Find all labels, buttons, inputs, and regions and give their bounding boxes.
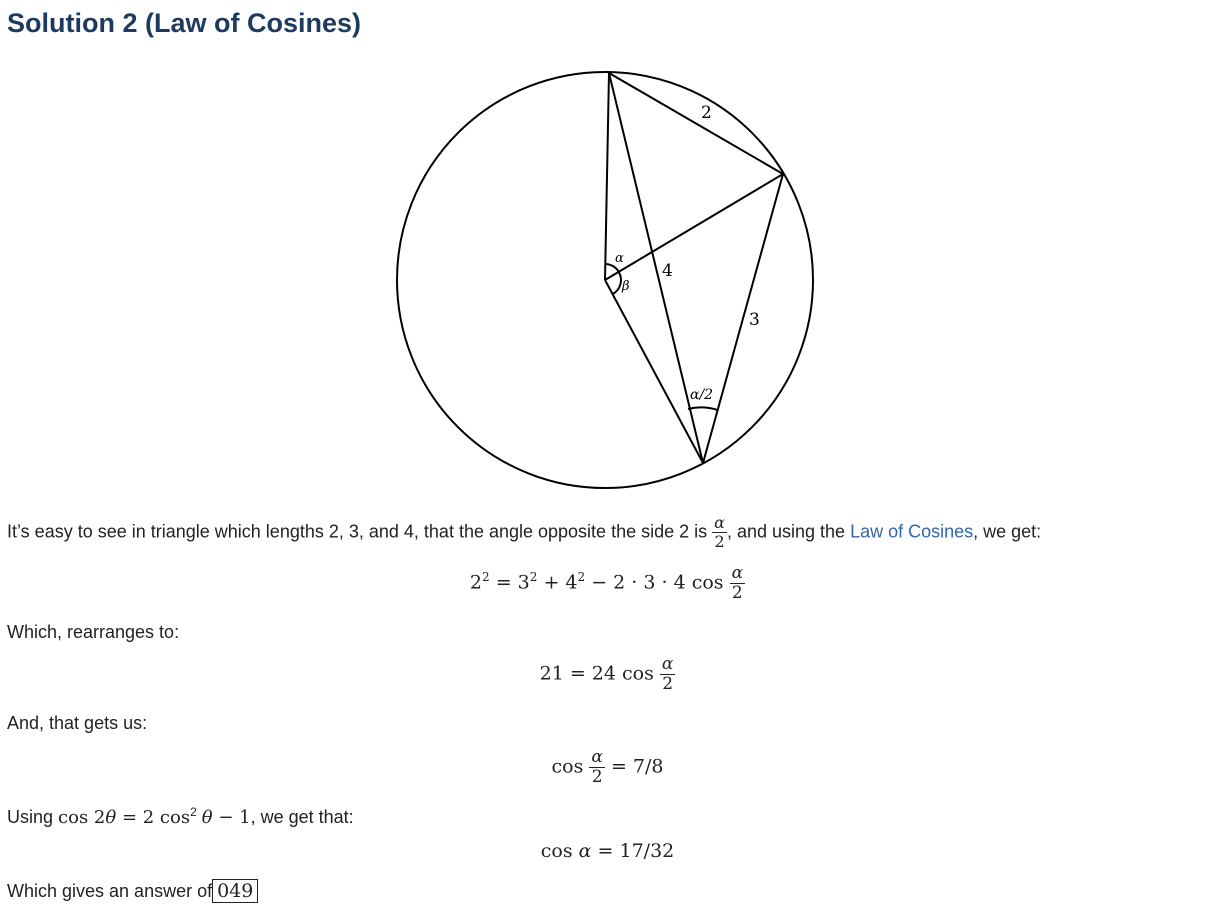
intro-text-before: It’s easy to see in triangle which lengths 2, 3, and 4, that the angle opposite the side 2 is bbox=[7, 521, 708, 542]
eq1-term2-exp: 2 bbox=[577, 570, 586, 585]
double-angle-theta-2: θ bbox=[201, 807, 213, 828]
double-angle-formula-a: cos 2 bbox=[58, 807, 106, 828]
eq1-plus: + bbox=[543, 571, 560, 594]
paragraph-intro bbox=[7, 515, 1041, 550]
fraction-numerator: α bbox=[714, 513, 725, 532]
eq1-product: 2 · 3 · 4 cos bbox=[613, 571, 724, 594]
eq2-frac-num: α bbox=[661, 654, 674, 674]
paragraph-double-angle bbox=[7, 805, 354, 828]
eq2-lhs: 21 = 24 cos bbox=[539, 662, 654, 685]
label-side-2: 2 bbox=[701, 103, 712, 123]
intro-text-mid: , and using the bbox=[726, 521, 846, 542]
intro-text-after: , we get: bbox=[973, 521, 1042, 542]
eq2-frac-den: 2 bbox=[662, 674, 674, 694]
double-angle-formula-b: = 2 cos bbox=[116, 807, 191, 828]
double-angle-exp: 2 bbox=[190, 805, 197, 819]
chord-right-bottom bbox=[703, 174, 783, 463]
eq4-alpha: α bbox=[578, 840, 592, 862]
solution-heading: Solution 2 (Law of Cosines) bbox=[7, 8, 362, 38]
label-side-3: 3 bbox=[749, 310, 760, 330]
label-angle-half: α/2 bbox=[690, 387, 714, 403]
paragraph-gets-us: And, that gets us: bbox=[7, 713, 148, 733]
eq1-lhs: 2 bbox=[469, 571, 483, 594]
answer-box: 049 bbox=[212, 879, 258, 903]
fraction-denominator: 2 bbox=[714, 532, 725, 551]
label-side-4: 4 bbox=[662, 261, 673, 281]
eq2-fraction bbox=[660, 656, 675, 693]
equation-cos-alpha bbox=[0, 840, 1215, 862]
law-of-cosines-link[interactable]: Law of Cosines bbox=[850, 521, 974, 542]
answer-text: Which gives an answer of bbox=[7, 881, 213, 901]
eq3-rhs: = 7/8 bbox=[610, 755, 664, 778]
label-angle-alpha: α bbox=[615, 251, 624, 266]
eq4-cos: cos bbox=[540, 840, 573, 862]
eq1-lhs-exp: 2 bbox=[482, 570, 490, 585]
double-angle-after: , we get that: bbox=[250, 807, 354, 827]
label-angle-beta: β bbox=[622, 279, 630, 294]
eq3-cos: cos bbox=[551, 755, 584, 778]
angle-half-arc bbox=[688, 407, 718, 410]
radius-bottom bbox=[605, 280, 703, 463]
eq1-frac-den: 2 bbox=[731, 583, 743, 603]
eq1-term1-exp: 2 bbox=[529, 570, 538, 585]
eq1-fraction bbox=[730, 565, 745, 602]
paragraph-answer bbox=[7, 879, 258, 903]
double-angle-formula-c: − 1 bbox=[212, 807, 251, 828]
eq3-frac-num: α bbox=[591, 747, 603, 767]
equation-cos-half bbox=[0, 749, 1215, 786]
eq4-rhs: = 17/32 bbox=[597, 840, 675, 862]
chord-top-bottom bbox=[609, 73, 703, 463]
intro-fraction bbox=[712, 515, 727, 550]
radius-right bbox=[605, 174, 783, 280]
eq1-term1: 3 bbox=[517, 571, 530, 594]
eq3-frac-den: 2 bbox=[591, 767, 603, 787]
eq1-minus: − bbox=[591, 571, 608, 594]
double-angle-theta: θ bbox=[105, 807, 117, 828]
eq1-frac-num: α bbox=[731, 563, 744, 583]
chord-top-right bbox=[609, 73, 783, 174]
equation-rearranged bbox=[0, 656, 1215, 693]
eq3-fraction bbox=[589, 749, 604, 786]
paragraph-rearranges: Which, rearranges to: bbox=[7, 622, 180, 642]
double-angle-before: Using bbox=[7, 807, 54, 827]
equation-law-of-cosines bbox=[0, 565, 1215, 602]
eq1-equals: = bbox=[495, 571, 512, 594]
radius-top bbox=[605, 73, 609, 280]
eq1-term2: 4 bbox=[565, 571, 578, 594]
